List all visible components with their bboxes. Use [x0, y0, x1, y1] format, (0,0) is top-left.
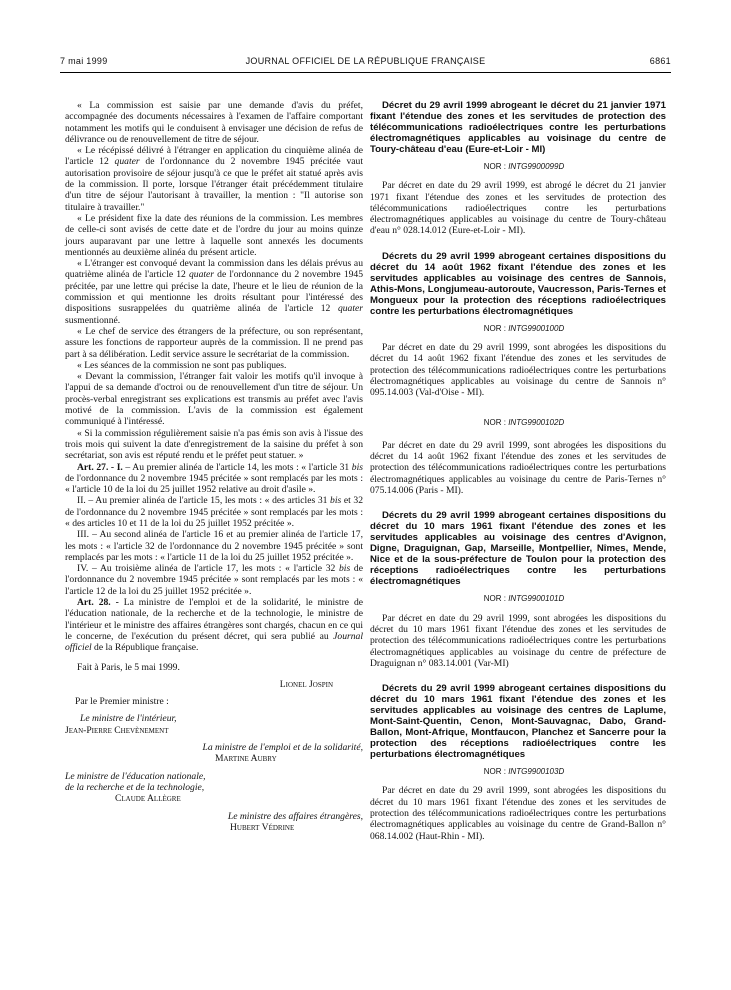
nor-reference: NOR : INTG9900099D	[483, 162, 565, 171]
paragraph: « Le chef de service des étrangers de la préfecture, ou son représentant, assure les fonctions de rapporteur auprès de la commission. Il ne prend pas part à sa délibération. Ledit service assure le secrétariat de la commission.	[65, 325, 363, 360]
minister-employment: La ministre de l'emploi et de la solidarité,	[202, 742, 363, 754]
decree-title: Décrets du 29 avril 1999 abrogeant certaines dispositions du décret du 10 mars 1961 fixant l'étendue des zones et les servitudes applicables au voisinage des centres d'Avignon, Digne, Draguignan, Gap, Marseille, Montpellier, Nîmes, Mende, Nice et de la sous-préfecture de Toulon pour la protection des réceptions radioélectriques contre les perturbations électromagnétiques	[370, 510, 666, 588]
decree-title: Décrets du 29 avril 1999 abrogeant certaines dispositions du décret du 10 mars 1961 fixant l'étendue des zones et les servitudes applicables au voisinage des centres de Laplume, Mont-Saint-Quentin, Cenon, Mont-Sauvagnac, Dabo, Grand-Ballon, Mont-Afrique, Montfaucon, Planchez et Sancerre pour la protection des réceptions radioélectriques contre les perturbations électromagnétiques	[370, 683, 666, 761]
decree-body: Par décret en date du 29 avril 1999, est abrogé le décret du 21 janvier 1971 fixant l'étendue des zones et les servitudes de protection des télécommunications radioélectriques contre les perturbations électromagnétiques applicables au voisinage du centre de Toury-château d'eau n° 028.14.012 (Eure-et-Loir - MI).	[370, 180, 666, 237]
minister-education: Le ministre de l'éducation nationale,	[65, 770, 206, 782]
paragraph: « L'étranger est convoqué devant la commission dans les délais prévus au quatrième alinéa de l'article 12 quater de l'ordonnance du 2 novembre 1945 précitée, par une lettre qui précise la date, l'heure et le lieu de réunion de la commission et qui mentionne les droits résultant pour l'intéressé des dispositions susrappelées du quatrième alinéa de l'article 12 quater susmentionné.	[65, 258, 364, 326]
header-journal-title: JOURNAL OFFICIEL DE LA RÉPUBLIQUE FRANÇAISE	[245, 56, 486, 66]
paragraph: « Devant la commission, l'étranger fait valoir les motifs qu'il invoque à l'appui de sa demande d'octroi ou de renouvellement d'un titre de séjour. Un procès-verbal enregistrant ses explications est transmis au préfet avec l'avis motivé de la commission. L'avis de la commission est également communiqué à l'intéressé.	[65, 371, 363, 428]
signature-education: Claude Allègre	[115, 793, 181, 805]
nor-reference: NOR : INTG9900102D	[483, 417, 565, 427]
left-column	[65, 100, 363, 833]
decree-title: Décrets du 29 avril 1999 abrogeant certaines dispositions du décret du 14 août 1962 fixant l'étendue des zones et les servitudes applicables au voisinage des centres de Sannois, Athis-Mons, Longjumeau-autoroute, Vaucresson, Paris-Ternes et Mongueux pour la protection des réceptions radioélectriques contre les perturbations électromagnétiques	[370, 250, 666, 317]
paragraph: « Si la commission régulièrement saisie n'a pas émis son avis à l'issue des trois mois qui suivent la date d'enregistrement de la saisine du préfet à son secrétariat, son avis est réputé rendu et le préfet peut statuer. »	[65, 427, 363, 462]
signature-prime-minister: Lionel Jospin	[279, 678, 333, 690]
decree-body: Par décret en date du 29 avril 1999, sont abrogées les dispositions du décret du 14 août 1962 fixant l'étendue des zones et les servitudes de protection des télécommunications radioélectriques contre les perturbations électromagnétiques applicables au voisinage du centre de Sannois n° 095.14.003 (Val-d'Oise - MI).	[370, 342, 666, 399]
minister-education-2: de la recherche et de la technologie,	[65, 781, 205, 793]
page-header	[60, 56, 671, 70]
by-prime-minister: Par le Premier ministre :	[75, 696, 169, 708]
decree-title: Décret du 29 avril 1999 abrogeant le décret du 21 janvier 1971 fixant l'étendue des zones et les servitudes de protection des télécommunications radioélectriques contre les perturbations électromagnétiques applicables au voisinage du centre de Toury-château d'eau (Eure-et-Loir - MI)	[370, 100, 666, 155]
nor-reference: NOR : INTG9900103D	[483, 767, 565, 777]
nor-reference: NOR : INTG9900100D	[483, 323, 565, 333]
minister-foreign-affairs: Le ministre des affaires étrangères,	[227, 810, 363, 822]
article-27: Art. 27. - I. – Au premier alinéa de l'article 14, les mots : « l'article 31 bis de l'ordonnance du 2 novembre 1945 précitée » sont remplacés par les mots : « l'article 10 de la loi du 25 juillet 1952 relative au droit d'asile ».	[65, 461, 363, 496]
nor-reference: NOR : INTG9900101D	[483, 594, 565, 604]
decree-body: Par décret en date du 29 avril 1999, sont abrogées les dispositions du décret du 10 mars 1961 fixant l'étendue des zones et les servitudes de protection des télécommunications radioélectriques contre les perturbations électromagnétiques applicables au voisinage du centre de Grand-Ballon n° 068.14.002 (Haut-Rhin - MI).	[370, 785, 666, 842]
article-label: Art. 27. - I.	[77, 461, 123, 473]
header-date: 7 mai 1999	[60, 56, 108, 66]
paragraph: « La commission est saisie par une demande d'avis du préfet, accompagnée des documents nécessaires à l'examen de l'affaire comportant notamment les motifs qui le conduisent à envisager une décision de refus de délivrance ou de renouvellement de titre de séjour.	[65, 100, 363, 145]
paragraph: « Le président fixe la date des réunions de la commission. Les membres de celle-ci sont avisés de cette date et de l'ordre du jour au moins quinze jours auparavant par une lettre à laquelle sont annexés les documents mentionnés au deuxième alinéa du présent article.	[65, 212, 363, 258]
article-label: Art. 28. -	[77, 597, 119, 609]
header-rule	[60, 72, 671, 73]
paragraph: IV. – Au troisième alinéa de l'article 17, les mots : « l'article 32 bis de l'ordonnance du 2 novembre 1945 précitée » sont remplacés par les mots : « l'article 12 de la loi du 25 juillet 1952 précitée ».	[65, 563, 363, 597]
header-page-number: 6861	[649, 56, 671, 66]
minister-interior: Le ministre de l'intérieur,	[80, 713, 177, 725]
paragraph: II. – Au premier alinéa de l'article 15, les mots : « des articles 31 bis et 32 de l'ordonnance du 2 novembre 1945 précitée » sont remplacés par les mots : « des articles 10 et 11 de la loi du 25 juillet 1952 précitée ».	[65, 495, 363, 529]
signature-employment: Martine Aubry	[215, 753, 277, 765]
decree-body: Par décret en date du 29 avril 1999, sont abrogées les dispositions du décret du 14 août 1962 fixant l'étendue des zones et les servitudes de protection des télécommunications radioélectriques contre les perturbations électromagnétiques applicables au voisinage du centre de Paris-Ternes n° 075.14.006 (Paris - MI).	[370, 439, 666, 497]
right-column	[370, 100, 666, 842]
decree-body: Par décret en date du 29 avril 1999, sont abrogées les dispositions du décret du 10 mars 1961 fixant l'étendue des zones et les servitudes de protection des télécommunications radioélectriques contre les perturbations électromagnétiques applicables au voisinage du centre de préfecture de Draguignan n° 083.14.001 (Var-MI)	[370, 612, 666, 669]
paragraph: « Les séances de la commission ne sont pas publiques.	[77, 359, 287, 371]
paragraph: « Le récépissé délivré à l'étranger en application du cinquième alinéa de l'article 12 quater de l'ordonnance du 2 novembre 1945 précitée vaut autorisation provisoire de séjour jusqu'à ce que le préfet ait statué après avis de la commission. Il porte, lorsque l'étranger était précédemment titulaire d'un titre de séjour l'autorisant à travailler, la mention : "Il autorise son titulaire à travailler."	[65, 145, 363, 213]
signature-foreign-affairs: Hubert Védrine	[230, 821, 295, 833]
signature-date: Fait à Paris, le 5 mai 1999.	[77, 661, 180, 673]
signature-interior: Jean-Pierre Chevènement	[65, 724, 169, 736]
paragraph: III. – Au second alinéa de l'article 16 et au premier alinéa de l'article 17, les mots : « l'article 32 de l'ordonnance du 2 novembre 1945 précitée » sont remplacés par les mots : « l'article 11 de la loi du 25 juillet 1952 précitée ».	[65, 529, 363, 563]
article-28: Art. 28. - La ministre de l'emploi et de la solidarité, le ministre de l'éducation nationale, de la recherche et de la technologie, le ministre de l'intérieur et le ministre des affaires étrangères sont chargés, chacun en ce qui le concerne, de l'exécution du présent décret, qui sera publié au Journal officiel de la République française.	[65, 597, 363, 654]
